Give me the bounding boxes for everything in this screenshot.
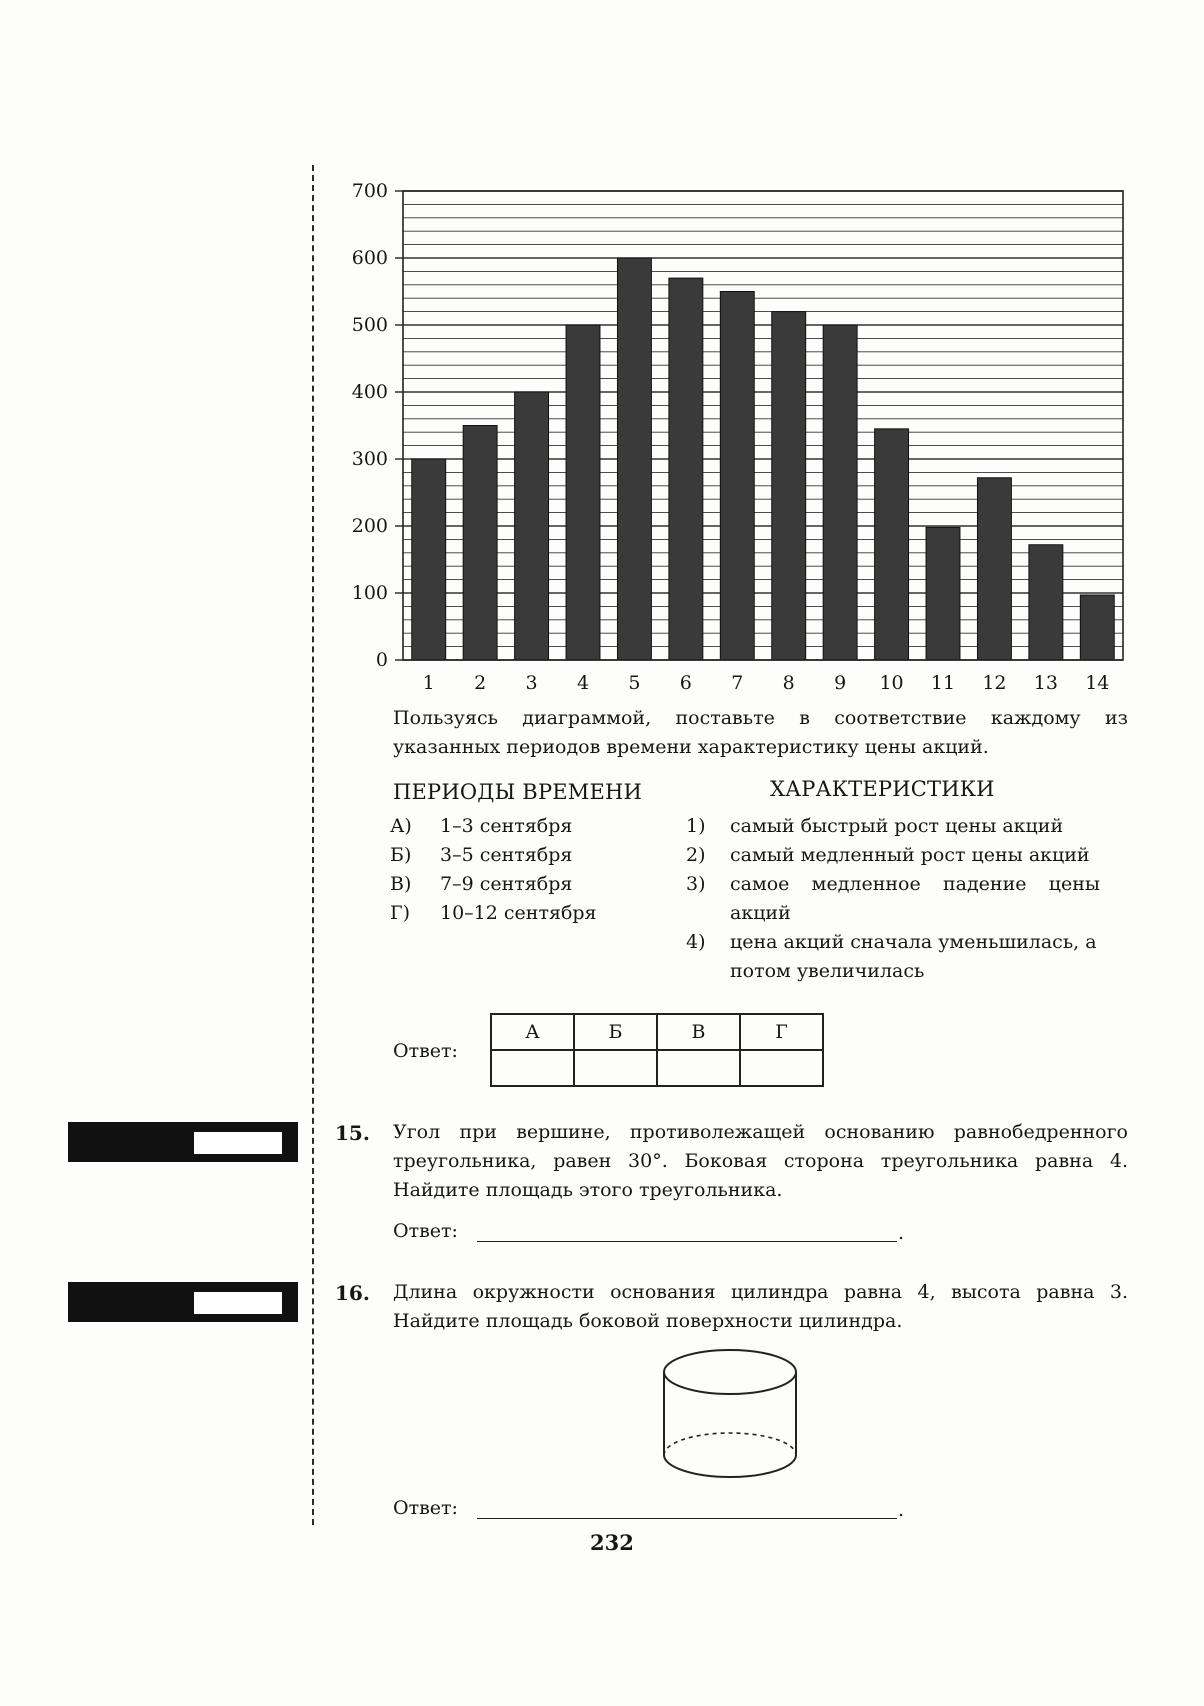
period-text: 3–5 сентября [440,844,573,866]
bar-14 [1080,595,1114,660]
period-key: Г) [390,902,410,924]
task14-answer-label: Ответ: [393,1040,458,1062]
bar-12 [977,478,1011,660]
x-tick-label: 7 [731,672,744,694]
y-tick-label: 0 [375,649,388,671]
chart-gridlines [403,191,1123,660]
bar-3 [515,392,549,660]
y-tick-label: 600 [351,247,388,269]
bar-13 [1029,545,1063,660]
chart-x-ticks [423,672,1110,694]
y-tick-label: 400 [351,381,388,403]
y-tick-label: 500 [351,314,388,336]
x-tick-label: 3 [525,672,538,694]
task15-number: 15. [335,1121,370,1145]
characteristic-3 [686,870,1106,928]
x-tick-label: 9 [834,672,847,694]
bar-8 [772,312,806,660]
answer-col-g: Г [740,1014,823,1050]
period-a [390,812,572,841]
period-b [390,841,572,870]
characteristic-key: 1) [686,815,706,837]
period-g [390,899,597,928]
x-tick-label: 11 [930,672,956,694]
answer-cell-v[interactable] [657,1050,740,1086]
task15-answer-end: . [898,1222,905,1244]
characteristic-text: самое медленное падение цены акций [730,873,1100,924]
task15-answer-label: Ответ: [393,1220,458,1242]
answer-cell-a[interactable] [491,1050,574,1086]
answer-col-b: Б [574,1014,657,1050]
characteristic-1 [686,812,1106,841]
characteristic-text: цена акций сначала уменьшилась, а потом увеличилась [730,931,1097,982]
y-tick-label: 300 [351,448,388,470]
x-tick-label: 14 [1085,672,1110,694]
bar-9 [823,325,857,660]
periods-header: ПЕРИОДЫ ВРЕМЕНИ [393,780,643,804]
x-tick-label: 4 [576,672,590,694]
task14-instruction: Пользуясь диаграммой, поставьте в соответствие каждому из указанных периодов времени характеристику цены акций. [393,707,1128,758]
task14-answer-table [490,1013,824,1087]
x-tick-label: 10 [879,672,904,694]
period-text: 10–12 сентября [440,902,597,924]
x-tick-label: 5 [628,672,641,694]
task15-text: Угол при вершине, противолежащей основанию равнобедренного треугольника, равен 30°. Боковая сторона треугольника равна 4. Найдите площадь этого треугольника. [393,1121,1128,1201]
task16-text: Длина окружности основания цилиндра равна 4, высота равна 3. Найдите площадь боковой поверхности цилиндра. [393,1281,1128,1332]
characteristics-header: ХАРАКТЕРИСТИКИ [770,777,995,801]
chart-frame [403,191,1123,660]
task16-answer-line[interactable] [477,1518,897,1519]
period-key: Б) [390,844,412,866]
period-text: 7–9 сентября [440,873,573,895]
y-tick-label: 200 [351,515,388,537]
answer-tab-box-15[interactable] [192,1130,284,1156]
x-tick-label: 2 [474,672,487,694]
bar-2 [463,426,497,661]
x-tick-label: 1 [422,672,435,694]
characteristic-2 [686,841,1106,870]
answer-col-a: А [491,1014,574,1050]
bar-1 [412,459,446,660]
characteristic-4 [686,928,1106,986]
x-tick-label: 12 [982,672,1007,694]
task16-answer-end: . [898,1499,905,1521]
x-tick-label: 13 [1033,672,1058,694]
bar-6 [669,278,703,660]
answer-col-v: В [657,1014,740,1050]
period-text: 1–3 сентября [440,815,573,837]
task15-answer-line[interactable] [477,1241,897,1242]
y-tick-label: 100 [351,582,388,604]
answer-tab-16 [68,1282,298,1322]
answer-tab-box-16[interactable] [192,1290,284,1316]
answer-tab-15 [68,1122,298,1162]
bar-4 [566,325,600,660]
bar-10 [875,429,909,660]
characteristic-key: 4) [686,931,706,953]
characteristic-key: 2) [686,844,706,866]
period-v [390,870,572,899]
answer-cell-g[interactable] [740,1050,823,1086]
period-key: А) [390,815,412,837]
characteristic-text: самый быстрый рост цены акций [730,815,1064,837]
bar-5 [617,258,651,660]
stock-price-bar-chart [330,170,1130,700]
task16-answer-label: Ответ: [393,1497,458,1519]
cut-line [312,165,314,1525]
period-key: В) [390,873,412,895]
page-number: 232 [590,1530,634,1555]
x-tick-label: 6 [679,672,692,694]
characteristic-text: самый медленный рост цены акций [730,844,1090,866]
chart-y-ticks [352,180,403,671]
characteristic-key: 3) [686,873,706,895]
task16-number: 16. [335,1281,370,1305]
answer-cell-b[interactable] [574,1050,657,1086]
y-tick-label: 700 [351,180,388,202]
bar-11 [926,527,960,660]
x-tick-label: 8 [782,672,795,694]
bar-7 [720,292,754,661]
cylinder-figure [655,1340,805,1500]
